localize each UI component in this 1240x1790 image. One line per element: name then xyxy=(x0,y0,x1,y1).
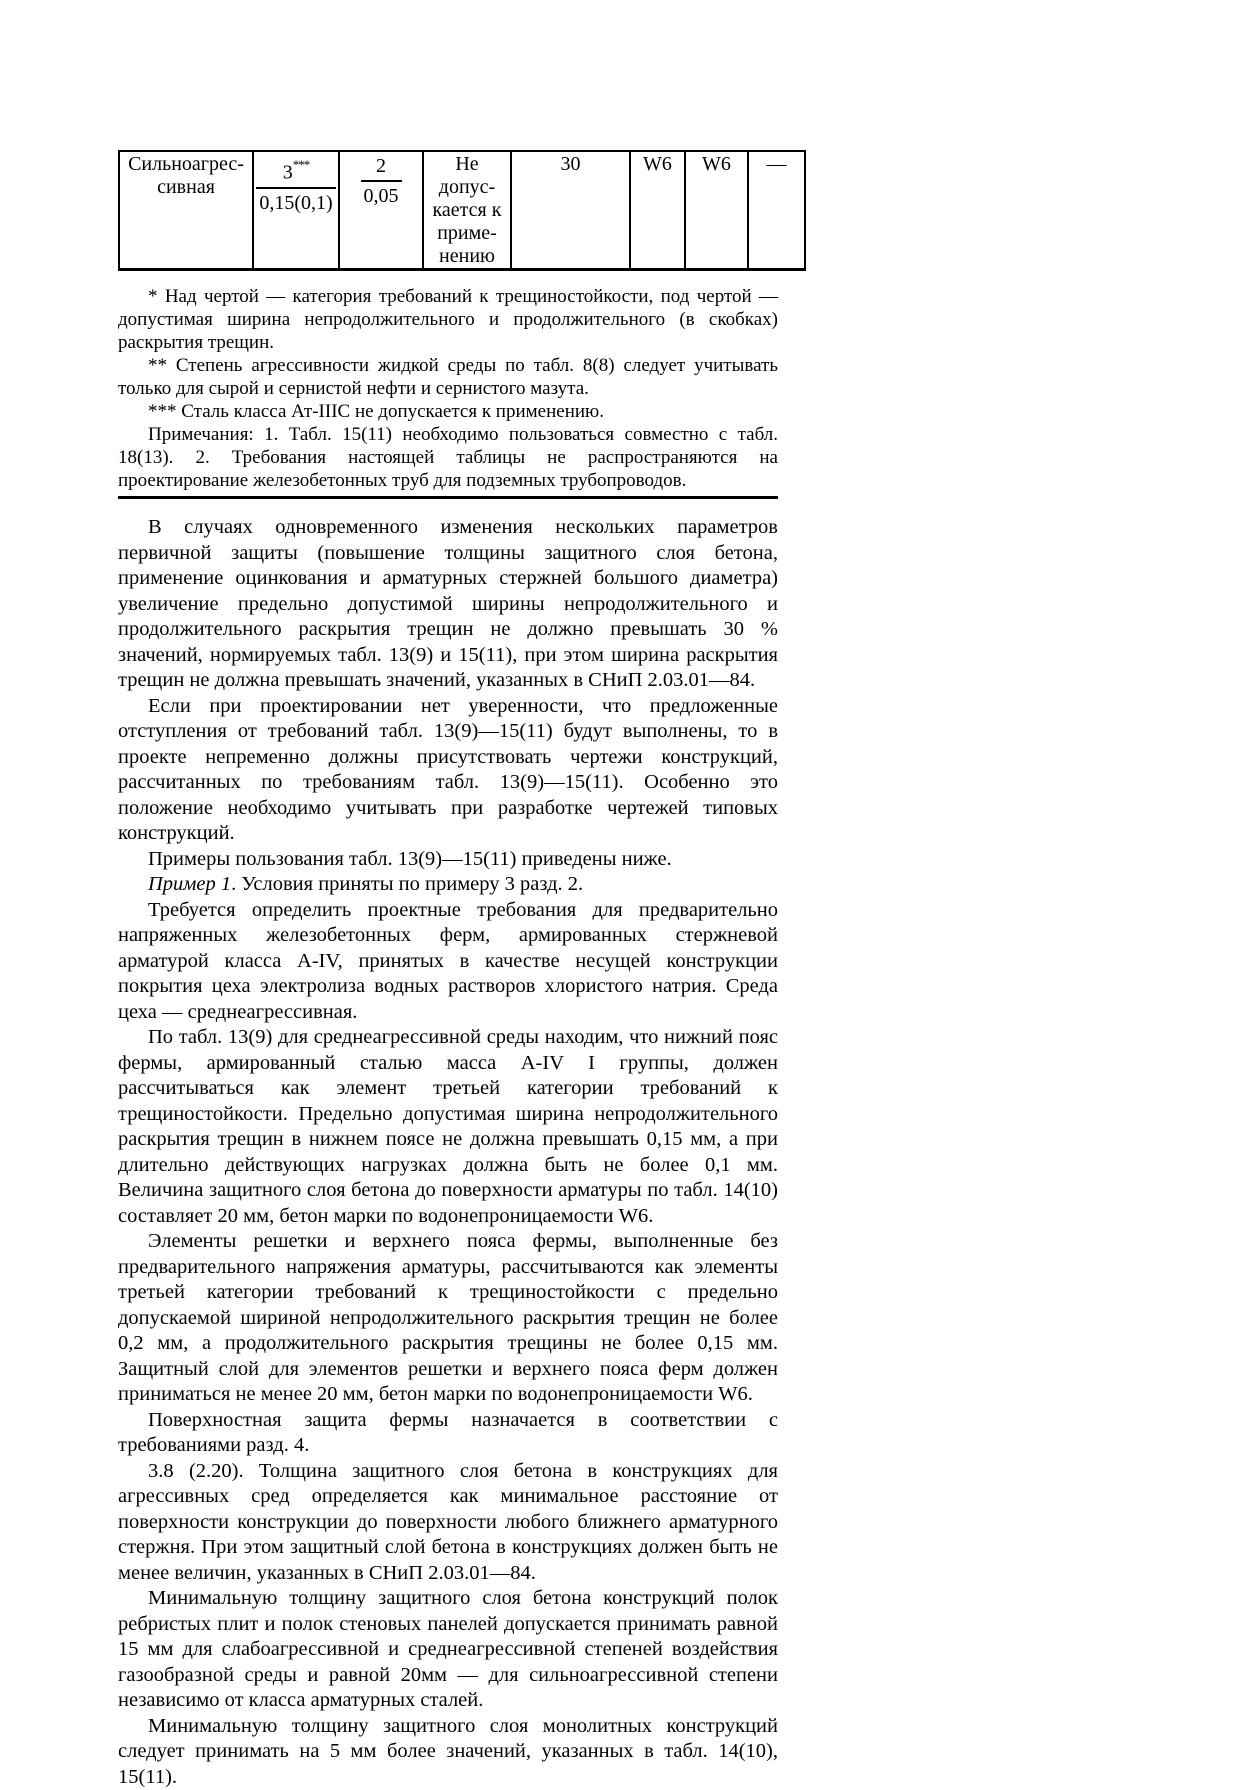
example-1-label: Пример 1 xyxy=(148,873,231,895)
fraction-denominator: 0,15(0,1) xyxy=(256,187,335,215)
table-notes: Примечания: 1. Табл. 15(11) необходимо пользоваться совместно с табл. 18(13). 2. Требования настоящей таблицы не распространяются на проектирование железобетонных труб для подземных трубопроводов. xyxy=(118,423,778,492)
fraction-denominator: 0,05 xyxy=(361,180,402,208)
fraction-numerator: 2 xyxy=(361,155,402,180)
paragraph-design-certainty: Если при проектировании нет уверенности, что предложенные отступления от требований табл. 13(9)—15(11) будут выполнены, то в проекте непременно должны присутствовать чертежи конструкций, рассчитанных по требованиям табл. 13(9)—15(11). Особенно это положение необходимо учитывать при разработке чертежей типовых конструкций. xyxy=(118,694,778,847)
example-1-text: . Условия приняты по примеру 3 разд. 2. xyxy=(231,873,583,895)
paragraph-examples-intro: Примеры пользования табл. 13(9)—15(11) приведены ниже. xyxy=(118,847,778,873)
cell-crack-category-fraction-1 xyxy=(253,151,339,270)
cell-waterproof-grade-2: W6 xyxy=(685,151,748,270)
paragraph-min-thickness-monolithic: Минимальную толщину защитного слоя монолитных конструкций следует принимать на 5 мм более значений, указанных в табл. 14(10), 15(11). xyxy=(118,1714,778,1790)
paragraph-surface-protection: Поверхностная защита фермы назначается в соответствии с требованиями разд. 4. xyxy=(118,1408,778,1459)
cell-dash: — xyxy=(748,151,805,270)
cell-line: допус- xyxy=(426,176,508,199)
fraction-numerator xyxy=(256,155,335,187)
environment-line: Сильноагрес- xyxy=(122,153,250,176)
cell-line: Не xyxy=(426,153,508,176)
paragraph-3-8-2-20: 3.8 (2.20). Толщина защитного слоя бетона в конструкциях для агрессивных сред определяется как минимальное расстояние от поверхности конструкции до поверхности любого ближнего арматурного стержня. При этом защитный слой бетона в конструкциях должен быть не менее величин, указанных в СНиП 2.03.01—84. xyxy=(118,1459,778,1587)
footnote-2: ** Степень агрессивности жидкой среды по табл. 8(8) следует учитывать только для сырой и сернистой нефти и сернистого мазута. xyxy=(118,354,778,400)
continuation-table xyxy=(118,150,806,271)
cell-waterproof-grade-1: W6 xyxy=(630,151,685,270)
cell-line: приме- xyxy=(426,222,508,245)
cell-line: кается к xyxy=(426,199,508,222)
paragraph-min-thickness-panels: Минимальную толщину защитного слоя бетона конструкций полок ребристых плит и полок стеновых панелей допускается принимать равной 15 мм для слабоагрессивной и среднеагрессивной степеней воздействия газообразной среды и равной 20мм — для сильноагрессивной степени независимо от класса арматурных сталей. xyxy=(118,1586,778,1714)
footnote-1: * Над чертой — категория требований к трещиностойкости, под чертой — допустимая ширина непродолжительного и продолжительного (в скобках) раскрытия трещин. xyxy=(118,285,778,354)
footnote-marker: *** xyxy=(293,157,310,172)
paragraph-lattice-elements: Элементы решетки и верхнего пояса фермы, выполненные без предварительного напряжения арматуры, рассчитываются как элементы третьей категории требований к трещиностойкости с предельно допускаемой шириной непродолжительного раскрытия трещин не более 0,2 мм, а продолжительного раскрытия трещины не более 0,15 мм. Защитный слой для элементов решетки и верхнего пояса ферм должен приниматься не менее 20 мм, бетон марки по водонепроницаемости W6. xyxy=(118,1229,778,1408)
paragraph-task-definition: Требуется определить проектные требования для предварительно напряженных железобетонных ферм, армированных стержневой арматурой класса А-IV, принятых в качестве несущей конструкции покрытия цеха электролиза водных растворов хлористого натрия. Среда цеха — среднеагрессивная. xyxy=(118,898,778,1026)
numerator-value: 3 xyxy=(283,162,293,184)
cell-environment xyxy=(119,151,253,270)
body-text xyxy=(118,515,778,1790)
paragraph-example-1 xyxy=(118,872,778,898)
table-footnotes xyxy=(118,285,778,492)
fraction xyxy=(256,155,335,215)
footnote-3: *** Сталь класса Ат-IIIC не допускается к применению. xyxy=(118,400,778,423)
paragraph-multi-parameter: В случаях одновременного изменения нескольких параметров первичной защиты (повышение толщины защитного слоя бетона, применение оцинкования и арматурных стержней большого диаметра) увеличение предельно допустимой ширины непродолжительного и продолжительного раскрытия трещин не должно превышать 30 % значений, нормируемых табл. 13(9) и 15(11), при этом ширина раскрытия трещин не должна превышать значений, указанных в СНиП 2.03.01—84. xyxy=(118,515,778,694)
cell-thickness-30: 30 xyxy=(511,151,630,270)
cell-line: нению xyxy=(426,245,508,268)
paragraph-lower-chord: По табл. 13(9) для среднеагрессивной среды находим, что нижний пояс фермы, армированный сталью масса А-IV I группы, должен рассчитываться как элемент третьей категории требований к трещиностойкости. Предельно допустимая ширина непродолжительного раскрытия трещин в нижнем поясе не должна превышать 0,15 мм, а при длительно действующих нагрузках должна быть не более 0,1 мм. Величина защитного слоя бетона до поверхности арматуры по табл. 14(10) составляет 20 мм, бетон марки по водонепроницаемости W6. xyxy=(118,1025,778,1229)
cell-crack-category-fraction-2 xyxy=(339,151,423,270)
cell-not-allowed xyxy=(423,151,511,270)
environment-line: сивная xyxy=(122,176,250,199)
fraction xyxy=(361,155,402,208)
table-row xyxy=(119,151,805,270)
section-divider-rule xyxy=(118,496,778,499)
